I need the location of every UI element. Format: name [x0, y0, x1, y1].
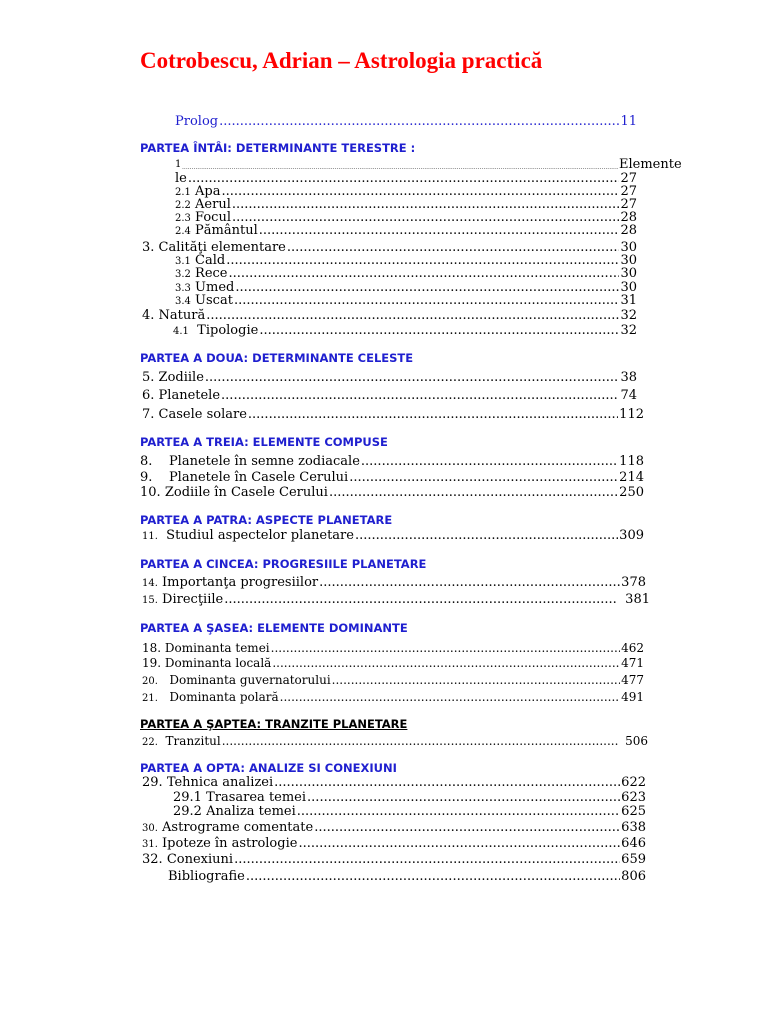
- toc-number: 19.: [142, 656, 162, 670]
- toc-label: Planetele în Casele Cerului: [168, 470, 349, 485]
- toc-label: Dominanta locală: [164, 656, 272, 670]
- toc-dots: [361, 455, 618, 469]
- toc-page: 30: [620, 280, 637, 295]
- toc-label: Umed: [195, 280, 235, 295]
- toc-entry-dominanta-locala[interactable]: [142, 656, 644, 670]
- toc-number: 11.: [142, 531, 158, 542]
- toc-label: Prolog: [175, 114, 219, 129]
- toc-dots: [287, 241, 620, 255]
- toc-dots: [298, 837, 620, 851]
- toc-label: Bibliografie: [168, 869, 245, 884]
- toc-page: 28: [620, 210, 637, 225]
- toc-number: 8.: [140, 454, 153, 469]
- toc-number: 29.2: [173, 804, 202, 819]
- toc-page: 30: [620, 266, 637, 281]
- toc-entry-uscat[interactable]: [175, 294, 637, 309]
- toc-label: Astrograme comentate: [162, 820, 314, 835]
- toc-entry-tehnica[interactable]: [142, 776, 646, 790]
- toc-entry-aspecte[interactable]: [142, 529, 644, 544]
- toc-label: Importanţa progresiilor: [162, 575, 319, 590]
- toc-label: Planetele: [158, 388, 221, 403]
- toc-number: 2.2: [175, 200, 191, 211]
- toc-page: 477: [621, 673, 644, 687]
- toc-entry-planetele-semne[interactable]: [140, 455, 644, 469]
- toc-label: Aerul: [195, 197, 231, 212]
- toc-number: 21.: [142, 693, 158, 704]
- toc-label: Dominanta polară: [169, 690, 279, 704]
- toc-page: 28: [620, 223, 637, 238]
- toc-number: 5.: [142, 370, 155, 385]
- toc-label: Zodiile: [158, 370, 204, 385]
- toc-dots: [226, 254, 619, 268]
- toc-entry-tipologie[interactable]: [173, 324, 637, 339]
- toc-number: 2.1: [175, 187, 191, 198]
- toc-number: 30.: [142, 823, 158, 834]
- toc-number: 29.1: [173, 790, 202, 805]
- toc-dots: [272, 656, 620, 670]
- toc-page: 622: [621, 775, 646, 790]
- toc-entry-dominanta-guvernatorului[interactable]: [142, 673, 644, 689]
- toc-page: 309: [619, 528, 644, 543]
- toc-dots: [234, 853, 620, 867]
- toc-label: Tranzitul: [165, 734, 221, 748]
- toc-dots: [307, 791, 620, 805]
- toc-dots: [232, 211, 619, 225]
- toc-label: Focul: [195, 210, 231, 225]
- toc-number: 3.2: [175, 269, 191, 280]
- toc-number: 3.3: [175, 283, 191, 294]
- toc-page: 31: [620, 293, 637, 308]
- toc-entry-rece[interactable]: [175, 267, 637, 282]
- toc-entry-ipoteze[interactable]: [142, 837, 646, 852]
- toc-dots: [246, 870, 620, 884]
- toc-number: 31.: [142, 839, 158, 850]
- toc-page: 462: [621, 641, 644, 655]
- toc-page: 32: [620, 323, 637, 338]
- toc-entry-prolog[interactable]: [175, 115, 637, 129]
- toc-dots: [222, 185, 620, 199]
- toc-dots: [205, 371, 620, 385]
- toc-dots: [274, 776, 620, 790]
- toc-number: 7.: [142, 407, 155, 422]
- toc-page: 381: [625, 592, 650, 607]
- toc-entry-planetele-case[interactable]: [140, 471, 644, 485]
- toc-dots: [219, 115, 619, 129]
- toc-label: Studiul aspectelor planetare: [166, 528, 354, 543]
- toc-dots: [259, 324, 619, 338]
- toc-label: Dominanta temei: [164, 641, 270, 655]
- toc-number: 20.: [142, 676, 158, 687]
- toc-entry-astrograme[interactable]: [142, 821, 646, 836]
- toc-label: Dominanta guvernatorului: [169, 673, 331, 687]
- toc-label: Casele solare: [158, 407, 247, 422]
- toc-entry-natura[interactable]: [142, 309, 637, 323]
- toc-label: Ipoteze în astrologie: [162, 836, 298, 851]
- toc-number: 4.: [142, 308, 155, 323]
- toc-label: le: [175, 171, 187, 186]
- toc-entry-zodiile-case[interactable]: [140, 486, 644, 500]
- toc-dots: [229, 267, 620, 281]
- toc-page: 659: [621, 852, 646, 867]
- toc-label: Natură: [158, 308, 206, 323]
- toc-page: 471: [621, 656, 644, 670]
- toc-entry-analiza[interactable]: [173, 805, 646, 819]
- toc-number: 2.3: [175, 213, 191, 224]
- toc-page: 638: [621, 820, 646, 835]
- toc-dots: [319, 576, 620, 590]
- toc-page: 38: [620, 370, 637, 385]
- toc-dots: [234, 294, 620, 308]
- toc-page: 623: [621, 790, 646, 805]
- toc-number: 2.4: [175, 226, 191, 237]
- toc-number: 4.1: [173, 326, 189, 337]
- toc-label: Tipologie: [197, 323, 259, 338]
- section-heading-6: PARTEA A ŞASEA: ELEMENTE DOMINANTE: [140, 621, 408, 635]
- section-heading-7: PARTEA A ŞAPTEA: TRANZITE PLANETARE: [140, 717, 408, 731]
- toc-page: 806: [621, 869, 646, 884]
- toc-dots: [280, 690, 620, 704]
- toc-entry-conexiuni[interactable]: [142, 853, 646, 867]
- toc-page: 112: [619, 407, 644, 422]
- toc-label: Analiza temei: [206, 804, 296, 819]
- toc-dots: [355, 529, 618, 543]
- toc-label: Cald: [195, 253, 226, 268]
- toc-label: Trasarea temei: [206, 790, 307, 805]
- toc-number: 6.: [142, 388, 155, 403]
- toc-page: 32: [620, 308, 637, 323]
- toc-entry-elemente[interactable]: [175, 172, 637, 186]
- toc-number: 29.: [142, 775, 163, 790]
- toc-page: 646: [621, 836, 646, 851]
- toc-page: 491: [621, 690, 644, 704]
- toc-page: 11: [620, 114, 637, 129]
- toc-dots: [222, 734, 618, 748]
- toc-label: Zodiile în Casele Cerului: [164, 485, 328, 500]
- toc-page: 30: [620, 240, 637, 255]
- toc-dots: [332, 673, 620, 687]
- toc-page: 378: [621, 575, 646, 590]
- section-heading-4: PARTEA A PATRA: ASPECTE PLANETARE: [140, 513, 393, 527]
- toc-dots: [182, 164, 618, 172]
- section-heading-2: PARTEA A DOUA: DETERMINANTE CELESTE: [140, 351, 414, 365]
- toc-dots: [224, 593, 618, 607]
- toc-dots: [188, 172, 620, 186]
- toc-number: 32.: [142, 852, 163, 867]
- toc-page: 27: [620, 197, 637, 212]
- toc-page: 27: [620, 184, 637, 199]
- toc-page: 118: [619, 454, 644, 469]
- toc-entry-directiile[interactable]: [142, 593, 650, 608]
- section-heading-1: PARTEA ÎNTÂI: DETERMINANTE TERESTRE :: [140, 141, 416, 155]
- toc-entry-importanta[interactable]: [142, 576, 646, 591]
- toc-dots: [349, 471, 618, 485]
- toc-entry-tranzitul[interactable]: [142, 734, 648, 750]
- page-title: Cotrobescu, Adrian – Astrologia practică: [140, 48, 543, 73]
- toc-entry-dominanta-temei[interactable]: [142, 641, 644, 655]
- toc-entry-pamantul[interactable]: [175, 224, 637, 239]
- toc-dots: [235, 281, 619, 295]
- toc-number: 9.: [140, 470, 153, 485]
- toc-number: 3.: [142, 240, 155, 255]
- toc-label: Tehnica analizei: [166, 775, 274, 790]
- toc-dots: [206, 309, 619, 323]
- toc-entry-trasarea[interactable]: [173, 791, 646, 805]
- toc-entry-dominanta-polara[interactable]: [142, 690, 644, 706]
- toc-page: 625: [621, 804, 646, 819]
- toc-dots: [314, 821, 620, 835]
- toc-page: 30: [620, 253, 637, 268]
- toc-label: Direcţiile: [162, 592, 224, 607]
- toc-entry-bibliografie[interactable]: [168, 870, 646, 884]
- toc-label: Rece: [195, 266, 228, 281]
- toc-page: 27: [620, 171, 637, 186]
- toc-number: 22.: [142, 737, 158, 748]
- toc-number: 3.1: [175, 256, 191, 267]
- toc-dots: [271, 641, 620, 655]
- toc-label: Conexiuni: [166, 852, 234, 867]
- toc-number: 14.: [142, 578, 158, 589]
- toc-label: Pământul: [195, 223, 258, 238]
- toc-dots: [248, 408, 618, 422]
- toc-dots: [232, 198, 620, 212]
- toc-number: 3.4: [175, 296, 191, 307]
- section-heading-3: PARTEA A TREIA: ELEMENTE COMPUSE: [140, 435, 388, 449]
- toc-label: Planetele în semne zodiacale: [168, 454, 360, 469]
- toc-page: 506: [625, 734, 648, 748]
- toc-entry-planetele[interactable]: [142, 389, 637, 403]
- toc-page: 74: [620, 388, 637, 403]
- toc-number: 18.: [142, 641, 162, 655]
- toc-page: 250: [619, 485, 644, 500]
- toc-number: 10.: [140, 485, 161, 500]
- toc-label: Calităţi elementare: [158, 240, 286, 255]
- toc-entry-zodiile[interactable]: [142, 371, 637, 385]
- toc-dots: [221, 389, 619, 403]
- toc-label: Apa: [195, 184, 221, 199]
- section-heading-8: PARTEA A OPTA: ANALIZE SI CONEXIUNI: [140, 761, 397, 775]
- section-heading-5: PARTEA A CINCEA: PROGRESIILE PLANETARE: [140, 557, 427, 571]
- toc-dots: [329, 486, 618, 500]
- toc-dots: [259, 224, 620, 238]
- toc-number: 1: [175, 159, 182, 170]
- toc-page: 214: [619, 470, 644, 485]
- toc-label: Uscat: [195, 293, 233, 308]
- toc-number: 15.: [142, 595, 158, 606]
- toc-dots: [297, 805, 620, 819]
- toc-label: Elemente: [619, 157, 682, 172]
- toc-entry-casele-solare[interactable]: [142, 408, 644, 422]
